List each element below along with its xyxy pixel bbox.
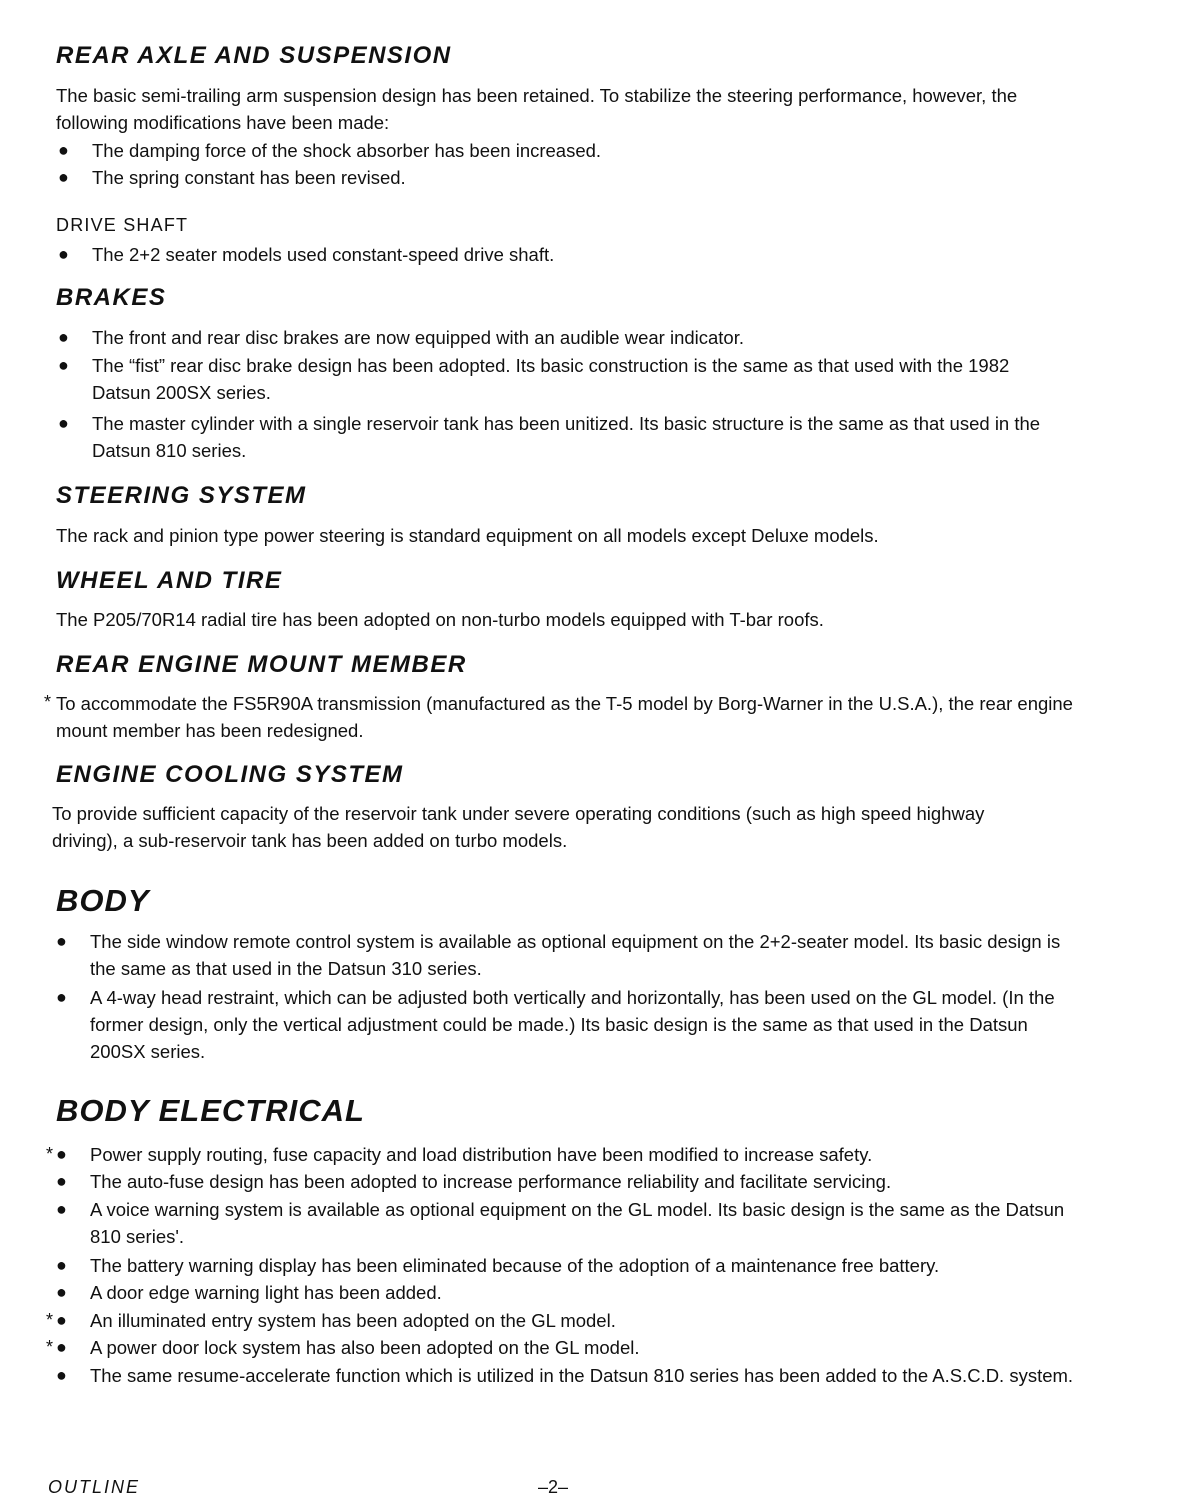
list-item-text: The “fist” rear disc brake design has been adopted. Its basic construction is the same as that used with the 1982 Datsun 200SX series.: [92, 355, 1010, 403]
list-item: [56, 1362, 1075, 1389]
list-item-text: An illuminated entry system has been adopted on the GL model.: [90, 1310, 616, 1331]
heading-rear-axle: REAR AXLE AND SUSPENSION: [56, 42, 452, 69]
list-item-text: The damping force of the shock absorber has been increased.: [92, 140, 602, 161]
bullet-icon: ●: [56, 1282, 67, 1302]
list-item: [58, 164, 1072, 191]
list-item-text: The battery warning display has been eliminated because of the adoption of a maintenance free battery.: [90, 1255, 940, 1276]
bullet-icon: ●: [56, 1171, 67, 1191]
list-item: [46, 1141, 1075, 1168]
list-item-text: A door edge warning light has been added.: [90, 1282, 442, 1303]
list-item: [56, 928, 1075, 982]
list-item: [46, 1334, 1075, 1361]
bullet-icon: ●: [56, 1310, 67, 1330]
change-marker: *: [46, 1144, 54, 1164]
bullet-icon: ●: [56, 1365, 67, 1385]
list-item-text: The front and rear disc brakes are now equipped with an audible wear indicator.: [92, 327, 744, 348]
bullet-icon: ●: [58, 167, 69, 187]
bullet-icon: ●: [56, 1337, 67, 1357]
list-item-text: The side window remote control system is available as optional equipment on the 2+2-seater model. Its basic design is the same as that used in the Datsun 310 series.: [90, 931, 1061, 979]
bullet-icon: ●: [56, 1199, 67, 1219]
wheel-text: The P205/70R14 radial tire has been adopted on non-turbo models equipped with T-bar roofs.: [56, 609, 824, 630]
list-item: [46, 1307, 1075, 1334]
list-item-text: A power door lock system has also been adopted on the GL model.: [90, 1337, 640, 1358]
list-item-text: The auto-fuse design has been adopted to increase performance reliability and facilitate servicing.: [90, 1171, 892, 1192]
list-item-text: A voice warning system is available as optional equipment on the GL model. Its basic design is the same as the Datsun 810 series'.: [90, 1199, 1065, 1247]
bullet-icon: ●: [56, 1144, 67, 1164]
rear-engine-text: To accommodate the FS5R90A transmission (manufactured as the T-5 model by Borg-Warner in the U.S.A.), the rear engine mount member has been redesigned.: [56, 693, 1073, 741]
page-number: –2–: [538, 1477, 569, 1497]
heading-brakes: BRAKES: [56, 284, 167, 311]
list-item: [58, 241, 1072, 268]
list-item-text: The same resume-accelerate function which is utilized in the Datsun 810 series has been added to the A.S.C.D. system.: [90, 1365, 1074, 1386]
heading-drive-shaft: DRIVE SHAFT: [56, 215, 189, 235]
list-item-text: The master cylinder with a single reservoir tank has been unitized. Its basic structure is the same as that used in the Datsun 810 series.: [92, 413, 1041, 461]
bullet-icon: ●: [56, 1255, 67, 1275]
list-item: [56, 1279, 1075, 1306]
list-item-text: The spring constant has been revised.: [92, 167, 406, 188]
bullet-icon: ●: [58, 140, 69, 160]
list-item: [56, 984, 1075, 1065]
list-item: [58, 410, 1067, 464]
list-item: [56, 1196, 1075, 1250]
bullet-icon: ●: [56, 931, 67, 951]
list-item: [58, 137, 1072, 164]
bullet-icon: ●: [58, 327, 69, 347]
bullet-icon: ●: [58, 244, 69, 264]
change-marker: *: [46, 1337, 54, 1357]
heading-body-electrical: BODY ELECTRICAL: [56, 1093, 365, 1128]
heading-engine-cooling: ENGINE COOLING SYSTEM: [56, 761, 404, 788]
list-item-text: A 4-way head restraint, which can be adjusted both vertically and horizontally, has been used on the GL model. (In the former design, only the vertical adjustment could be made.) Its basic design is the same as that used in the Datsun 200SX series.: [90, 987, 1055, 1062]
heading-wheel-tire: WHEEL AND TIRE: [56, 567, 283, 594]
list-item: [56, 1168, 1075, 1195]
bullet-icon: ●: [58, 413, 69, 433]
heading-steering: STEERING SYSTEM: [56, 482, 307, 509]
change-marker: *: [46, 1310, 54, 1330]
cooling-text: To provide sufficient capacity of the reservoir tank under severe operating conditions (such as high speed highway driving), a sub-reservoir tank has been added on turbo models.: [52, 803, 985, 851]
bullet-icon: ●: [56, 987, 67, 1007]
heading-rear-engine-mount: REAR ENGINE MOUNT MEMBER: [56, 651, 467, 678]
list-item: [58, 352, 1067, 406]
rear-axle-intro: The basic semi-trailing arm suspension design has been retained. To stabilize the steering performance, however, the following modifications have been made:: [56, 85, 1018, 133]
steering-text: The rack and pinion type power steering is standard equipment on all models except Deluxe models.: [56, 525, 879, 546]
footer-section-label: OUTLINE: [48, 1477, 141, 1497]
list-item: [56, 1252, 1075, 1279]
list-item-text: The 2+2 seater models used constant-speed drive shaft.: [92, 244, 555, 265]
list-item-text: Power supply routing, fuse capacity and load distribution have been modified to increase safety.: [90, 1144, 873, 1165]
bullet-icon: ●: [58, 355, 69, 375]
heading-body: BODY: [56, 883, 150, 918]
list-item: [58, 324, 1067, 351]
change-marker: *: [44, 692, 52, 712]
